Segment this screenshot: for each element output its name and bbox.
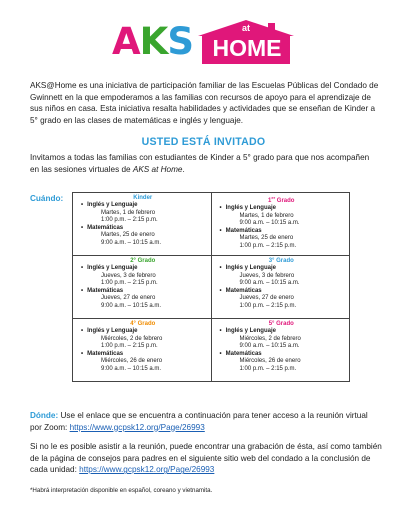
subject-ela: • Inglés y Lenguaje (220, 265, 346, 273)
invite-paragraph (30, 152, 380, 175)
session-time: 9:00 a.m. – 10:15 a.m. (101, 302, 162, 309)
subject-math: • Matemáticas (81, 225, 207, 233)
session-time: 1:00 p.m. – 2:15 p.m. (239, 242, 297, 249)
grade-title: 4° Grado (130, 321, 156, 327)
session-time: 1:00 p.m. – 2:15 p.m. (101, 343, 158, 350)
session-day: Miércoles, 2 de febrero (101, 335, 163, 342)
schedule-table (72, 192, 350, 382)
grade-number: 1 (268, 198, 272, 204)
intro-paragraph: AKS@Home es una iniciativa de participación familiar de las Escuelas Públicas del Condado de Gwinnett en la que empoderamos a las familias con recursos de apoyo para el aprendizaje de sus niños en casa. Esta iniciativa resalta habilidades y actividades que se enseñan de Kinder a 5° grado en las clases de matemáticas e inglés y lenguaje. (30, 81, 379, 125)
grade-title: 2° Grado (130, 258, 156, 264)
recording-link[interactable]: https://www.gcpsk12.org/Page/26993 (79, 465, 215, 475)
recording-paragraph (30, 441, 382, 476)
session-time: 9:00 a.m. – 10:15 a.m. (239, 280, 300, 287)
aks-at-home-logo (112, 20, 294, 64)
invite-emphasis: AKS at Home (132, 164, 183, 174)
session-day: Martes, 1 de febrero (239, 212, 294, 219)
session-day: Martes, 1 de febrero (101, 209, 156, 216)
session-time: 9:00 a.m. – 10:15 a.m. (239, 220, 300, 227)
session-day: Jueves, 3 de febrero (101, 272, 156, 279)
grade-word: Grado (275, 198, 295, 204)
grade-title: 3° Grado (268, 258, 294, 264)
logo-letter-k: K (139, 20, 168, 63)
subject-math: • Matemáticas (220, 288, 346, 296)
house-icon (198, 20, 294, 64)
where-label: Dónde: (30, 411, 59, 420)
session-day: Miércoles, 26 de enero (101, 358, 163, 365)
subject-ela: • Inglés y Lenguaje (220, 328, 346, 336)
session-day: Miércoles, 26 de enero (239, 358, 301, 365)
session-day: Martes, 25 de enero (239, 235, 294, 242)
session-day: Miércoles, 2 de febrero (239, 335, 301, 342)
session-day: Jueves, 27 de enero (239, 295, 294, 302)
invited-heading: USTED ESTÁ INVITADO (141, 136, 266, 148)
grade-title: 5° Grado (268, 321, 294, 327)
session-time: 1:00 p.m. – 2:15 p.m. (239, 365, 297, 372)
logo-letter-s: S (167, 20, 193, 63)
logo-at: at (242, 23, 251, 33)
invite-end: . (182, 164, 185, 174)
session-time: 9:00 a.m. – 10:15 a.m. (239, 343, 300, 350)
session-time: 1:00 p.m. – 2:15 p.m. (101, 217, 158, 224)
where-paragraph (30, 410, 380, 433)
logo-aks (112, 22, 193, 62)
recording-text: Si no le es posible asistir a la reunión, puede encontrar una grabación de ésta, así como también de la página de consejos para padres en el siguiente sitio web del condado a la conclusión de cada unidad: (30, 442, 382, 475)
schedule-cell-kinder (73, 193, 212, 256)
subject-math: • Matemáticas (81, 351, 207, 359)
session-time: 9:00 a.m. – 10:15 a.m. (101, 239, 162, 246)
schedule-cell-grade-2 (73, 256, 212, 319)
subject-ela: • Inglés y Lenguaje (220, 205, 346, 213)
schedule-cell-grade-5 (211, 319, 350, 382)
subject-math: • Matemáticas (220, 351, 346, 359)
when-label: Cuándo: (30, 194, 64, 203)
grade-title (218, 194, 346, 205)
grade-title: Kinder (133, 195, 153, 201)
schedule-cell-grade-4 (73, 319, 212, 382)
interpretation-note: *Habrá interpretación disponible en español, coreano y vietnamita. (30, 487, 213, 494)
zoom-link[interactable]: https://www.gcpsk12.org/Page/26993 (69, 422, 205, 432)
session-time: 1:00 p.m. – 2:15 p.m. (239, 302, 297, 309)
subject-math: • Matemáticas (81, 288, 207, 296)
grade-ordinal: er (271, 195, 276, 200)
session-day: Martes, 25 de enero (101, 232, 155, 239)
schedule-cell-grade-3 (211, 256, 350, 319)
session-day: Jueves, 3 de febrero (239, 272, 295, 279)
subject-math: • Matemáticas (220, 228, 346, 236)
session-time: 9:00 a.m. – 10:15 a.m. (101, 365, 162, 372)
where-text: Use el enlace que se encuentra a continuación para tener acceso a la reunión virtual por Zoom: (30, 411, 368, 432)
session-time: 1:00 p.m. – 2:15 p.m. (101, 280, 158, 287)
logo-home: HOME (212, 35, 282, 61)
subject-ela: • Inglés y Lenguaje (81, 265, 207, 273)
subject-ela: • Inglés y Lenguaje (81, 328, 207, 336)
invite-text: Invitamos a todas las familias con estudiantes de Kinder a 5° grado para que nos acompañen en las sesiones virtuales de (30, 153, 370, 174)
logo-letter-a: A (112, 20, 140, 63)
session-day: Jueves, 27 de enero (101, 295, 156, 302)
subject-ela: • Inglés y Lenguaje (81, 202, 207, 210)
schedule-cell-grade-1 (211, 193, 350, 256)
